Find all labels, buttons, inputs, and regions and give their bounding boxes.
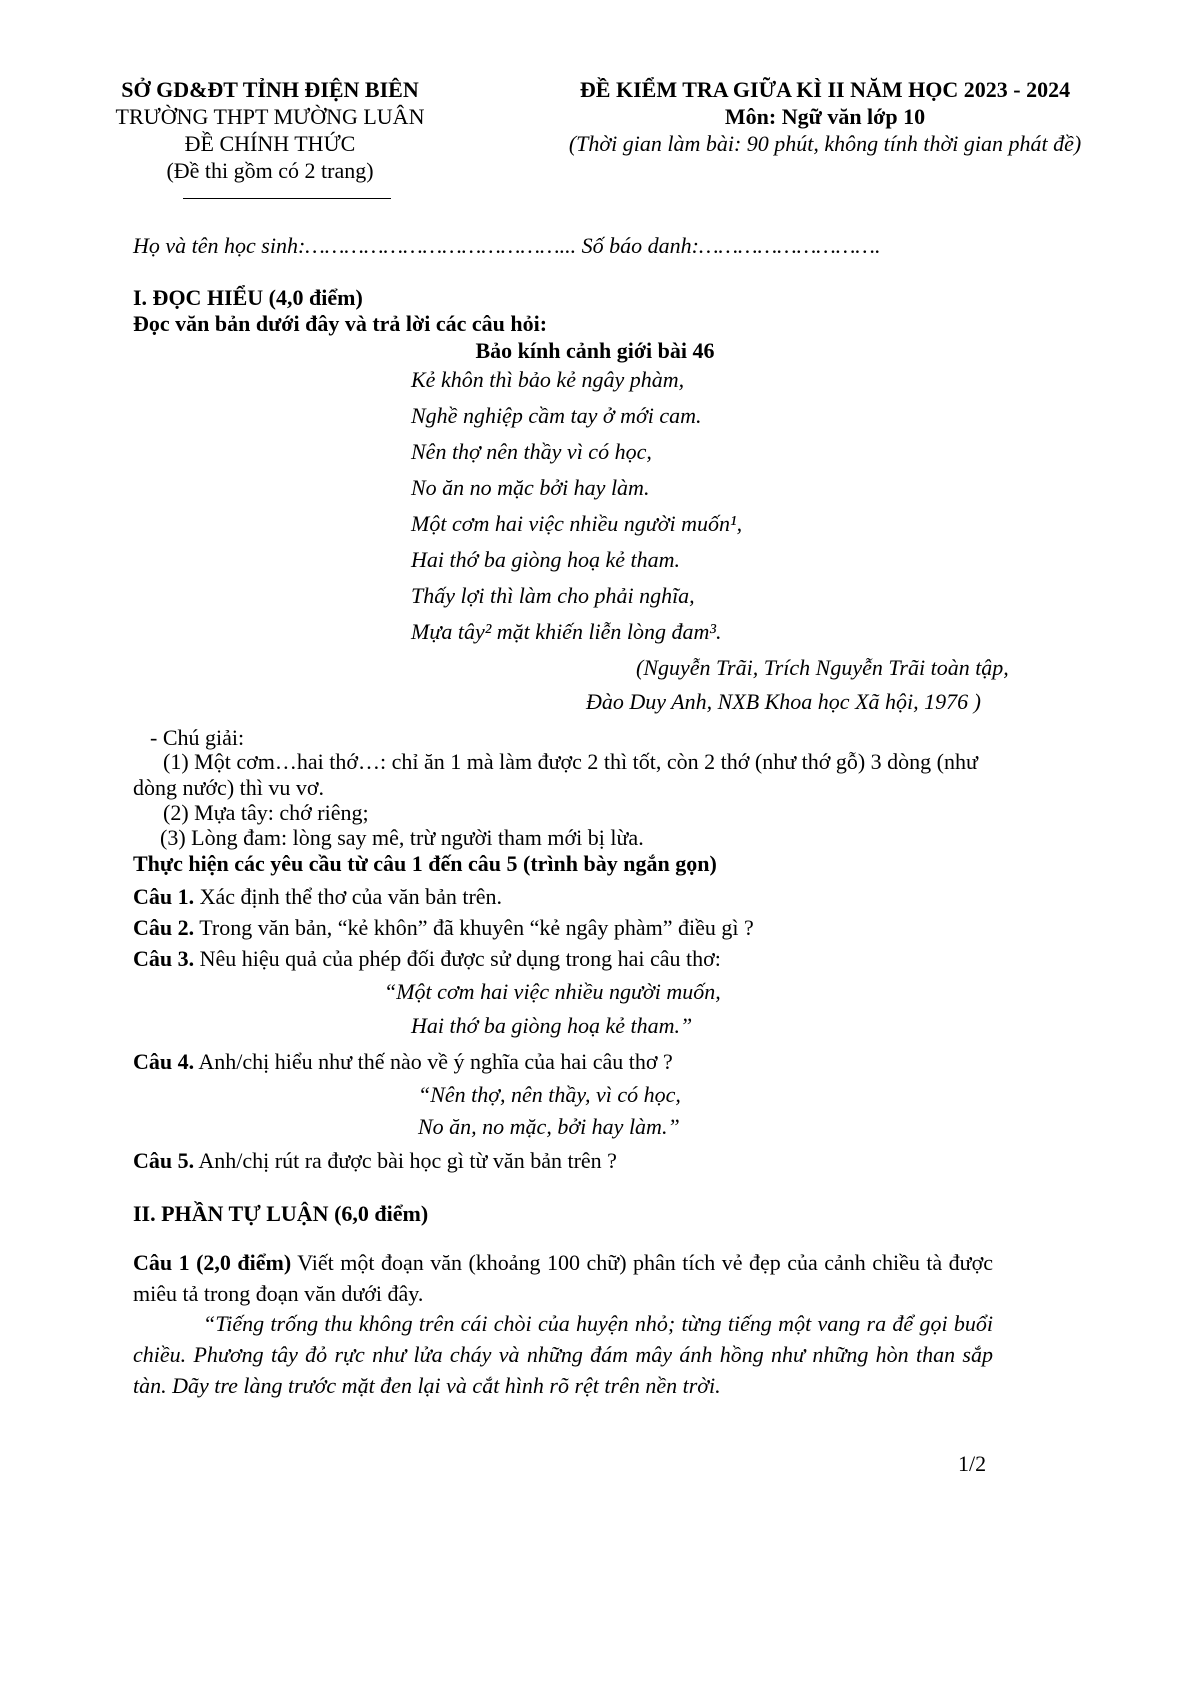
question-text: Anh/chị hiểu như thế nào về ý nghĩa của hai câu thơ ?	[194, 1049, 673, 1074]
poem-line: Nên thợ nên thầy vì có học,	[411, 439, 652, 464]
pages-note: (Đề thi gồm có 2 trang)	[166, 158, 374, 183]
source-line-1: (Nguyễn Trãi, Trích Nguyễn Trãi toàn tập,	[636, 655, 1009, 680]
question-1	[133, 883, 502, 911]
student-name-label: Họ và tên học sinh:	[133, 233, 306, 258]
question-label: Câu 1 (2,0 điểm)	[133, 1250, 292, 1275]
poem-line: Nghề nghiệp cầm tay ở mới cam.	[411, 403, 702, 428]
poem-title: Bảo kính cảnh giới bài 46	[475, 338, 715, 363]
q4-quote-line-1: “Nên thợ, nên thầy, vì có học,	[418, 1082, 681, 1107]
question-label: Câu 4.	[133, 1049, 195, 1074]
student-id-dots: ……………………….	[698, 233, 881, 258]
page-number: 1/2	[958, 1451, 987, 1476]
source-line-2: Đào Duy Anh, NXB Khoa học Xã hội, 1976 )	[586, 689, 981, 714]
subject: Môn: Ngữ văn lớp 10	[724, 104, 926, 129]
poem-line: Hai thớ ba giòng hoạ kẻ tham.	[411, 547, 680, 572]
question-2	[133, 914, 754, 942]
question-text: Anh/chị rút ra được bài học gì từ văn bản trên ?	[194, 1148, 617, 1173]
question-5	[133, 1147, 617, 1175]
header-rule	[183, 198, 391, 199]
note-1: (1) Một cơm…hai thớ…: chỉ ăn 1 mà làm được 2 thì tốt, còn 2 thớ (như thớ gỗ) 3 dòng (như	[163, 749, 978, 774]
official-status: ĐỀ CHÍNH THỨC	[184, 131, 356, 156]
time-note: (Thời gian làm bài: 90 phút, không tính thời gian phát đề)	[568, 131, 1082, 156]
section2-question-1	[133, 1247, 993, 1309]
poem-line: Mựa tây² mặt khiến liễn lòng đam³.	[411, 619, 722, 644]
q4-quote-line-2: No ăn, no mặc, bởi hay làm.”	[418, 1114, 680, 1139]
poem-line: Kẻ khôn thì bảo kẻ ngây phàm,	[411, 367, 685, 392]
student-name-dots: …………………………………...	[305, 233, 577, 258]
question-4	[133, 1048, 673, 1076]
question-label: Câu 3.	[133, 946, 195, 971]
exam-title: ĐỀ KIỂM TRA GIỮA KÌ II NĂM HỌC 2023 - 2024	[579, 77, 1071, 102]
school-name: TRƯỜNG THPT MƯỜNG LUÂN	[115, 104, 425, 129]
excerpt-paragraph: “Tiếng trống thu không trên cái chòi của huyện nhỏ; từng tiếng một vang ra để gọi buổi chiều. Phương tây đỏ rực như lửa cháy và những đám mây ánh hồng như những hòn than sắp tàn. Dãy tre làng trước mặt đen lại và cắt hình rõ rệt trên nền trời.	[133, 1311, 993, 1398]
student-info-line	[133, 232, 881, 260]
question-label: Câu 5.	[133, 1148, 195, 1173]
poem-line: Một cơm hai việc nhiều người muốn¹,	[411, 511, 743, 536]
question-label: Câu 1.	[133, 884, 195, 909]
student-id-label: Số báo danh:	[576, 233, 699, 258]
note-1-cont: dòng nước) thì vu vơ.	[133, 775, 325, 800]
section1-heading: I. ĐỌC HIỂU (4,0 điểm)	[133, 285, 363, 310]
notes-label: - Chú giải:	[150, 725, 245, 750]
question-label: Câu 2.	[133, 915, 195, 940]
section2-heading: II. PHẦN TỰ LUẬN (6,0 điểm)	[133, 1201, 429, 1226]
header-right	[505, 76, 1145, 157]
question-text: Viết một đoạn văn (khoảng 100 chữ) phân tích vẻ đẹp của cảnh chiều tà được miêu tả trong đoạn văn dưới đây.	[133, 1250, 994, 1306]
question-3	[133, 945, 721, 973]
header-left	[70, 76, 470, 184]
q3-quote-line-1: “Một cơm hai việc nhiều người muốn,	[384, 979, 721, 1004]
note-2: (2) Mựa tây: chớ riêng;	[163, 800, 369, 825]
question-text: Trong văn bản, “kẻ khôn” đã khuyên “kẻ ngây phàm” điều gì ?	[194, 915, 754, 940]
note-3: (3) Lòng đam: lòng say mê, trừ người tham mới bị lừa.	[160, 825, 644, 850]
poem-line: Thấy lợi thì làm cho phải nghĩa,	[411, 583, 695, 608]
question-text: Xác định thể thơ của văn bản trên.	[194, 884, 503, 909]
task-heading: Thực hiện các yêu cầu từ câu 1 đến câu 5 (trình bày ngắn gọn)	[133, 851, 717, 876]
section1-instruction: Đọc văn bản dưới đây và trả lời các câu hỏi:	[133, 311, 548, 336]
department-name: SỞ GD&ĐT TỈNH ĐIỆN BIÊN	[121, 77, 419, 102]
poem-line: No ăn no mặc bởi hay làm.	[411, 475, 650, 500]
question-text: Nêu hiệu quả của phép đối được sử dụng trong hai câu thơ:	[194, 946, 721, 971]
q3-quote-line-2: Hai thớ ba giòng hoạ kẻ tham.”	[411, 1013, 693, 1038]
